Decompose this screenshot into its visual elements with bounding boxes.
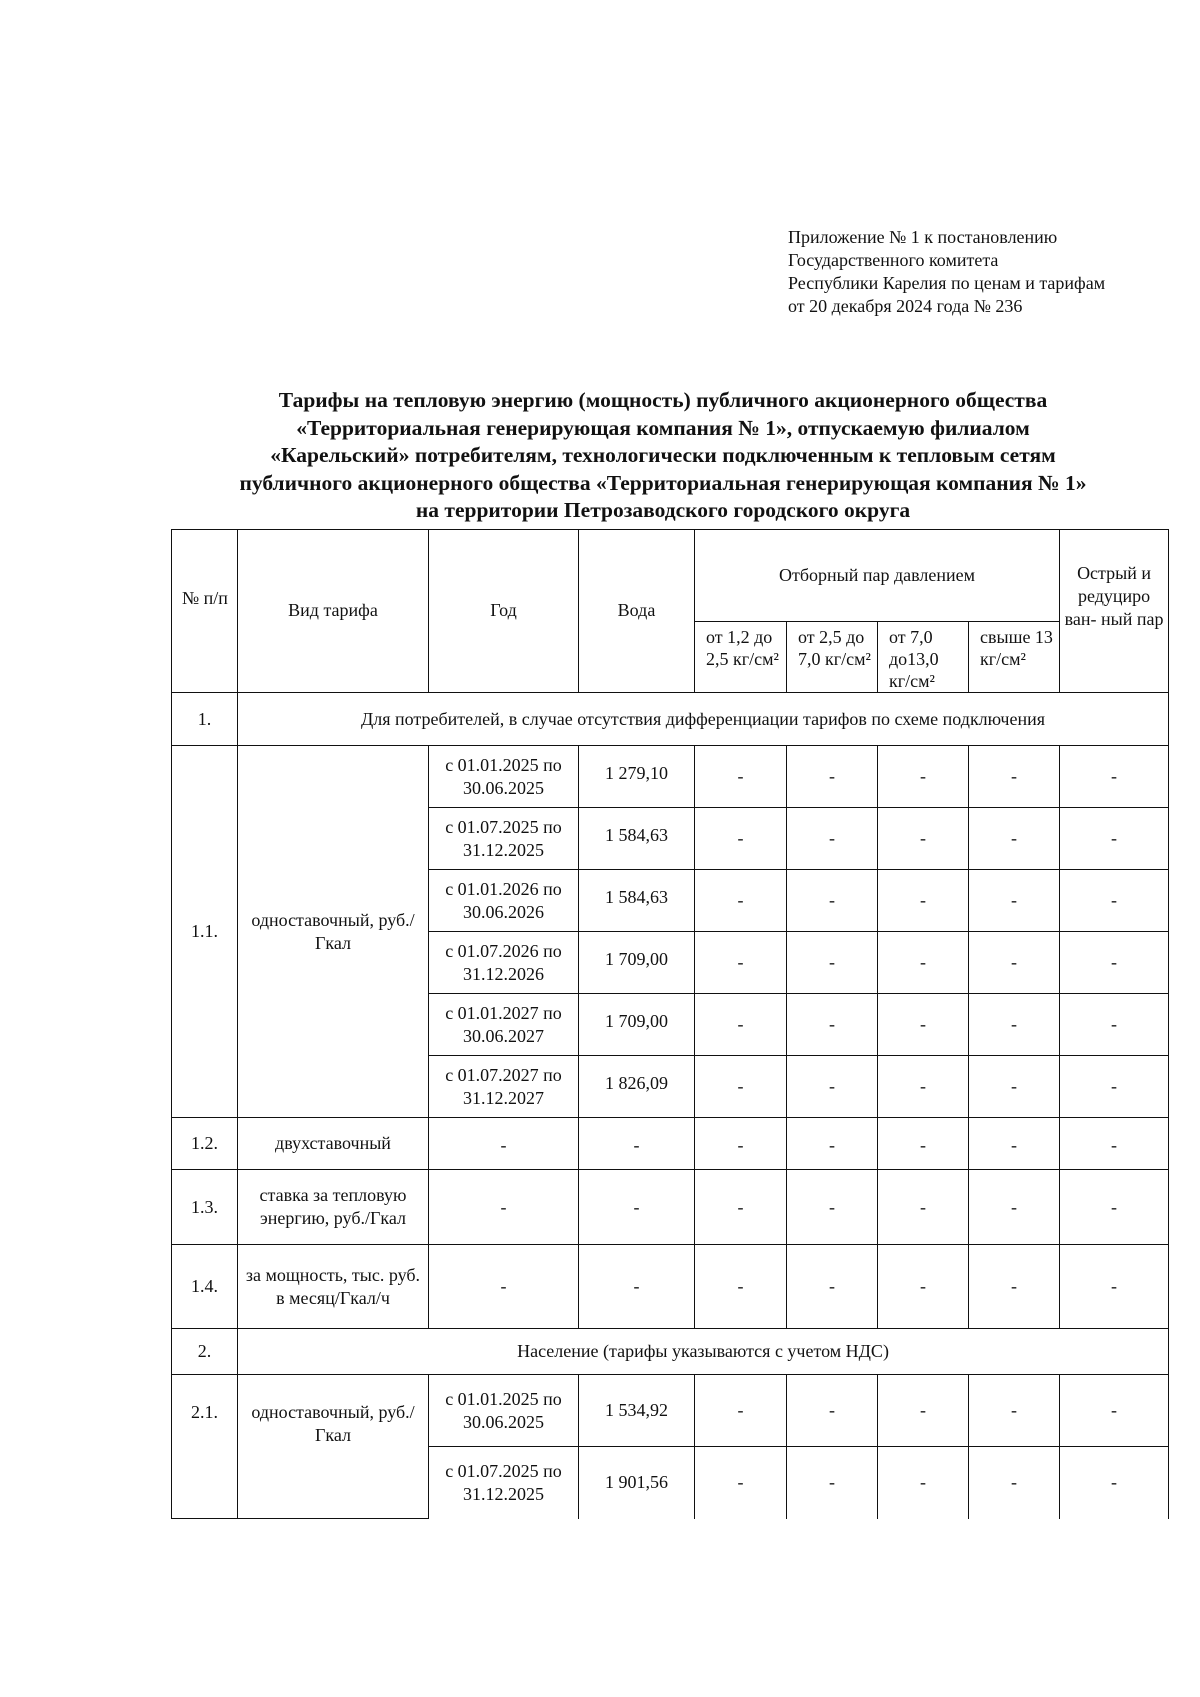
row-dash: -: [695, 1056, 787, 1118]
row-dash: -: [878, 1375, 969, 1447]
row-dash: -: [878, 932, 969, 994]
row-dash: -: [1060, 1170, 1169, 1245]
header-steam-col: от 2,5 до 7,0 кг/см²: [787, 622, 878, 693]
row-dash: -: [878, 808, 969, 870]
tariff-table: [171, 529, 1169, 1519]
row-number: 1.1.: [172, 746, 238, 1118]
row-dash: -: [878, 1447, 969, 1519]
row-dash: -: [969, 1447, 1060, 1519]
header-tariff-type: Вид тарифа: [238, 530, 429, 693]
row-water-value: 1 279,10: [579, 746, 695, 808]
row-period: с 01.07.2026 по 31.12.2026: [429, 932, 579, 994]
row-dash: -: [787, 1245, 878, 1329]
row-dash: -: [878, 870, 969, 932]
row-dash: -: [969, 808, 1060, 870]
title-line: Тарифы на тепловую энергию (мощность) публичного акционерного общества: [278, 388, 1048, 412]
appendix-line: от 20 декабря 2024 года № 236: [788, 296, 1023, 316]
row-dash: -: [787, 1447, 878, 1519]
table-row: [172, 1118, 1169, 1170]
row-dash: -: [429, 1245, 579, 1329]
row-dash: -: [579, 1245, 695, 1329]
row-dash: -: [878, 746, 969, 808]
row-tariff-type: за мощность, тыс. руб. в месяц/Гкал/ч: [238, 1245, 429, 1329]
row-dash: -: [878, 1118, 969, 1170]
row-dash: -: [695, 808, 787, 870]
row-tariff-type: двухставочный: [238, 1118, 429, 1170]
row-water-value: 1 534,92: [579, 1375, 695, 1447]
row-dash: -: [1060, 870, 1169, 932]
row-dash: -: [695, 994, 787, 1056]
row-dash: -: [1060, 994, 1169, 1056]
row-dash: -: [878, 1056, 969, 1118]
table-row: [172, 1170, 1169, 1245]
table-row: [172, 1375, 1169, 1447]
row-dash: -: [969, 1170, 1060, 1245]
row-dash: -: [1060, 808, 1169, 870]
row-water-value: 1 709,00: [579, 932, 695, 994]
title-line: публичного акционерного общества «Территориальная генерирующая компания № 1»: [239, 470, 1087, 495]
row-dash: -: [969, 932, 1060, 994]
row-dash: -: [695, 932, 787, 994]
table-row: [172, 1245, 1169, 1329]
row-water-value: 1 584,63: [579, 808, 695, 870]
row-dash: -: [1060, 746, 1169, 808]
row-dash: -: [695, 1375, 787, 1447]
row-period: с 01.07.2025 по 31.12.2025: [429, 808, 579, 870]
row-tariff-type: одноставочный, руб./Гкал: [238, 746, 429, 1118]
title-line: «Карельский» потребителям, технологически подключенным к тепловым сетям: [270, 443, 1056, 467]
section-number: 2.: [172, 1329, 238, 1375]
row-water-value: 1 709,00: [579, 994, 695, 1056]
title-line: на территории Петрозаводского городского округа: [415, 498, 911, 522]
section-row: [172, 693, 1169, 746]
header-number: № п/п: [172, 530, 238, 693]
row-dash: -: [1060, 1375, 1169, 1447]
row-water-value: 1 826,09: [579, 1056, 695, 1118]
row-number: 1.3.: [172, 1170, 238, 1245]
row-dash: -: [787, 994, 878, 1056]
document-title: [150, 387, 1176, 525]
row-dash: -: [429, 1170, 579, 1245]
row-number: 2.1.: [172, 1375, 238, 1519]
row-number: 1.4.: [172, 1245, 238, 1329]
row-dash: -: [969, 746, 1060, 808]
row-dash: -: [429, 1118, 579, 1170]
row-period: с 01.01.2025 по 30.06.2025: [429, 1375, 579, 1447]
row-dash: -: [787, 746, 878, 808]
header-steam-col: свыше 13 кг/см²: [969, 622, 1060, 693]
row-dash: -: [695, 1245, 787, 1329]
row-dash: -: [579, 1170, 695, 1245]
section-row: [172, 1329, 1169, 1375]
row-dash: -: [969, 994, 1060, 1056]
row-period: с 01.01.2025 по 30.06.2025: [429, 746, 579, 808]
row-dash: -: [695, 746, 787, 808]
row-water-value: 1 901,56: [579, 1447, 695, 1519]
row-tariff-type: одноставочный, руб./Гкал: [238, 1375, 429, 1519]
title-line: «Территориальная генерирующая компания № 1», отпускаемую филиалом: [296, 415, 1030, 440]
row-dash: -: [878, 1245, 969, 1329]
header-year: Год: [429, 530, 579, 693]
section-number: 1.: [172, 693, 238, 746]
row-dash: -: [1060, 1245, 1169, 1329]
row-dash: -: [787, 1118, 878, 1170]
appendix-line: Государственного комитета: [788, 250, 999, 270]
row-dash: -: [695, 870, 787, 932]
row-period: с 01.07.2027 по 31.12.2027: [429, 1056, 579, 1118]
row-dash: -: [969, 1245, 1060, 1329]
header-steam-col: от 1,2 до 2,5 кг/см²: [695, 622, 787, 693]
row-dash: -: [1060, 1056, 1169, 1118]
appendix-line: Республики Карелия по ценам и тарифам: [788, 273, 1106, 293]
row-dash: -: [695, 1170, 787, 1245]
row-period: с 01.01.2027 по 30.06.2027: [429, 994, 579, 1056]
row-dash: -: [878, 1170, 969, 1245]
row-dash: -: [878, 994, 969, 1056]
header-water: Вода: [579, 530, 695, 693]
row-dash: -: [969, 1056, 1060, 1118]
header-steam-col: от 7,0 до13,0 кг/см²: [878, 622, 969, 693]
row-dash: -: [787, 1170, 878, 1245]
row-dash: -: [969, 1118, 1060, 1170]
row-dash: -: [969, 1375, 1060, 1447]
row-dash: -: [787, 932, 878, 994]
header-selected-steam: Отборный пар давлением: [695, 530, 1060, 622]
row-period: с 01.07.2025 по 31.12.2025: [429, 1447, 579, 1519]
row-dash: -: [969, 870, 1060, 932]
row-dash: -: [1060, 932, 1169, 994]
section-label: Население (тарифы указываются с учетом НДС): [238, 1329, 1169, 1375]
table-row: [172, 746, 1169, 808]
row-dash: -: [579, 1118, 695, 1170]
row-dash: -: [787, 1375, 878, 1447]
row-dash: -: [1060, 1118, 1169, 1170]
row-number: 1.2.: [172, 1118, 238, 1170]
header-row: [172, 530, 1169, 622]
section-label: Для потребителей, в случае отсутствия дифференциации тарифов по схеме подключения: [238, 693, 1169, 746]
row-tariff-type: ставка за тепловую энергию, руб./Гкал: [238, 1170, 429, 1245]
row-dash: -: [787, 808, 878, 870]
row-dash: -: [695, 1447, 787, 1519]
row-dash: -: [787, 870, 878, 932]
header-sharp-steam: Острый и редуциро ван- ный пар: [1060, 530, 1169, 693]
appendix-line: Приложение № 1 к постановлению: [788, 227, 1058, 247]
appendix-note: [788, 226, 1105, 318]
row-water-value: 1 584,63: [579, 870, 695, 932]
row-period: с 01.01.2026 по 30.06.2026: [429, 870, 579, 932]
row-dash: -: [1060, 1447, 1169, 1519]
row-dash: -: [695, 1118, 787, 1170]
row-dash: -: [787, 1056, 878, 1118]
